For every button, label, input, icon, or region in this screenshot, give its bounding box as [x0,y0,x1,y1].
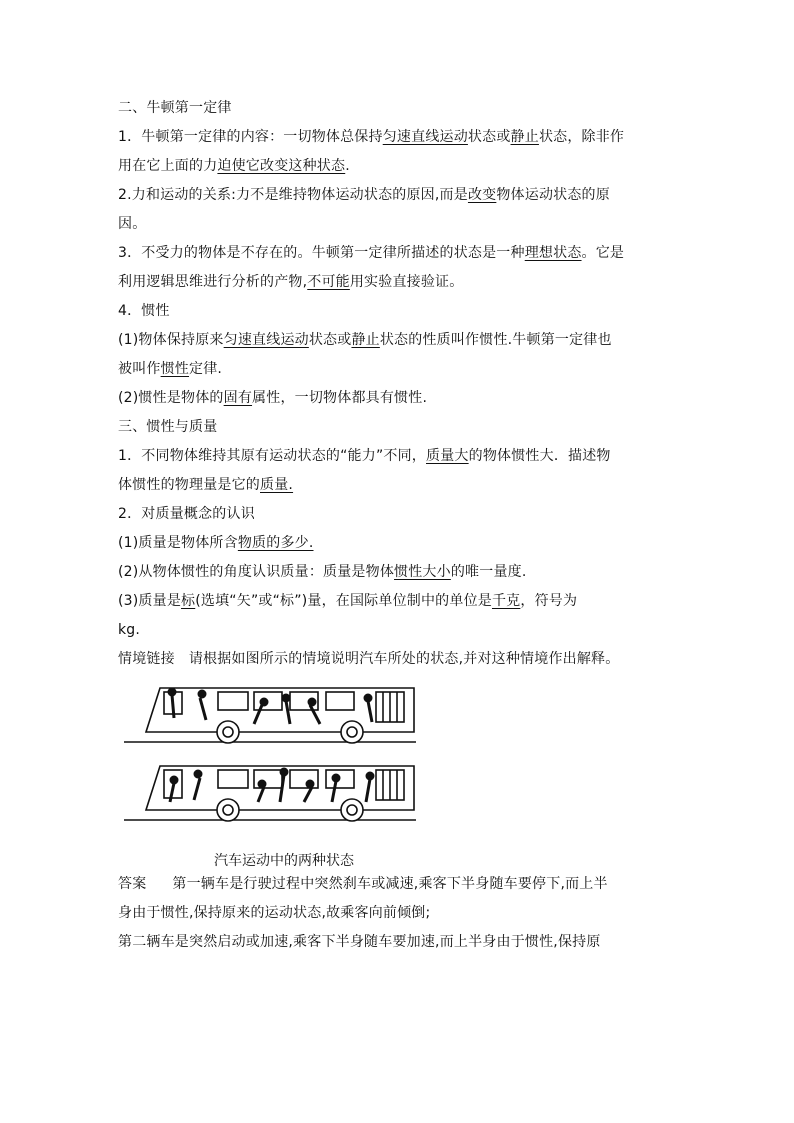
paragraph-line [118,558,678,587]
text-run: 1．牛顿第一定律的内容：一切物体总保持 [118,129,383,145]
paragraph-line [118,123,678,152]
subheading-text: 2．对质量概念的认识 [118,506,255,522]
figure-caption: 汽车运动中的两种状态 [214,853,354,869]
paragraph-line [118,471,678,500]
text-run: 属性，一切物体都具有惯性. [252,390,428,406]
answer-blank: 物质的多少. [237,535,314,551]
text-run: 1．不同物体维持其原有运动状态的“能力”不同， [118,448,427,464]
paragraph-line [118,616,678,645]
answer-blank: 质量大 [426,448,469,464]
bus-figure-svg [124,680,424,840]
bus-accelerating-drawing [124,766,416,821]
text-run: 被叫作 [118,361,161,377]
text-run: (2)惯性是物体的 [118,390,224,406]
text-run: 定律. [189,361,223,377]
text-run: (3)质量是 [118,593,182,609]
answer-blank: 静止 [510,129,539,145]
text-run: 的物体惯性大．描述物 [468,448,611,464]
text-run: . [345,158,350,174]
text-run: 第二辆车是突然启动或加速,乘客下半身随车要加速,而上半身由于惯性,保持原 [118,934,601,950]
text-run: 物体运动状态的原 [496,187,610,203]
heading-text: 三、惯性与质量 [118,419,218,435]
text-run: 第一辆车是行驶过程中突然刹车或减速,乘客下半身随车要停下,而上半 [172,876,608,892]
answer-blank: 迫使它改变这种状态 [217,158,346,174]
section-heading [118,413,678,442]
answer-blank: 改变 [467,187,497,203]
paragraph-line [118,239,678,268]
paragraph-line [118,181,678,210]
text-run: 。它是 [581,245,625,261]
answer-blank: 惯性大小 [394,564,451,580]
answer-blank: 匀速直线运动 [382,129,468,145]
text-run: ，符号为 [520,593,578,609]
text-run: 3．不受力的物体是不存在的。牛顿第一定律所描述的状态是一种 [118,245,525,261]
paragraph-line [118,268,678,297]
scenario-label: 情境链接 [118,651,175,667]
answer-blank: 千克 [491,593,521,609]
section-heading [118,94,678,123]
answer-blank: 匀速直线运动 [223,332,309,348]
text-run: (选填“矢”或“标”)量，在国际单位制中的单位是 [195,593,492,609]
text-run: 利用逻辑思维进行分析的产物, [118,274,308,290]
answer-blank: 惯性 [160,361,190,377]
text-run: 状态或 [308,332,352,348]
text-run: 因。 [118,216,147,232]
text-run: kg. [118,622,141,638]
text-run: (1)物体保持原来 [118,332,224,348]
paragraph-line [118,297,678,326]
answer-blank: 固有 [223,390,253,406]
heading-text: 二、牛顿第一定律 [118,100,232,116]
paragraph-line [118,326,678,355]
subheading-text: 4．惯性 [118,303,170,319]
paragraph-line [118,587,678,616]
answer-blank: 质量. [260,477,294,493]
text-run: 用实验直接验证。 [349,274,464,290]
text-run: 的唯一量度. [450,564,527,580]
paragraph-line [118,899,678,928]
answer-blank: 理想状态 [524,245,582,261]
paragraph-line [118,928,678,957]
paragraph-line [118,442,678,471]
answer-blank: 标 [181,593,196,609]
answer-blank: 不可能 [307,274,350,290]
paragraph-line [118,152,678,181]
text-run: (2)从物体惯性的角度认识质量：质量是物体 [118,564,395,580]
document-page [118,94,678,957]
text-run: 身由于惯性,保持原来的运动状态,故乘客向前倾倒; [118,905,431,921]
text-run: 状态或 [467,129,511,145]
passenger-figures [169,689,372,724]
bus-illustration [118,680,678,870]
text-run: 状态的性质叫作惯性.牛顿第一定律也 [379,332,612,348]
answer-label: 答案 [118,876,147,892]
text-run: (1)质量是物体所含 [118,535,238,551]
paragraph-line [118,500,678,529]
paragraph-line [118,384,678,413]
paragraph-line [118,210,678,239]
paragraph-line [118,870,678,899]
answer-blank: 静止 [351,332,380,348]
text-run: 2.力和运动的关系:力不是维持物体运动状态的原因,而是 [118,187,468,203]
text-run: 状态，除非作 [538,129,625,145]
text-run: 体惯性的物理量是它的 [118,477,260,493]
paragraph-line [118,529,678,558]
paragraph-line [118,355,678,384]
text-run: 请根据如图所示的情境说明汽车所处的状态,并对这种情境作出解释。 [188,651,620,667]
text-run: 用在它上面的力 [118,158,218,174]
paragraph-line [118,645,678,674]
